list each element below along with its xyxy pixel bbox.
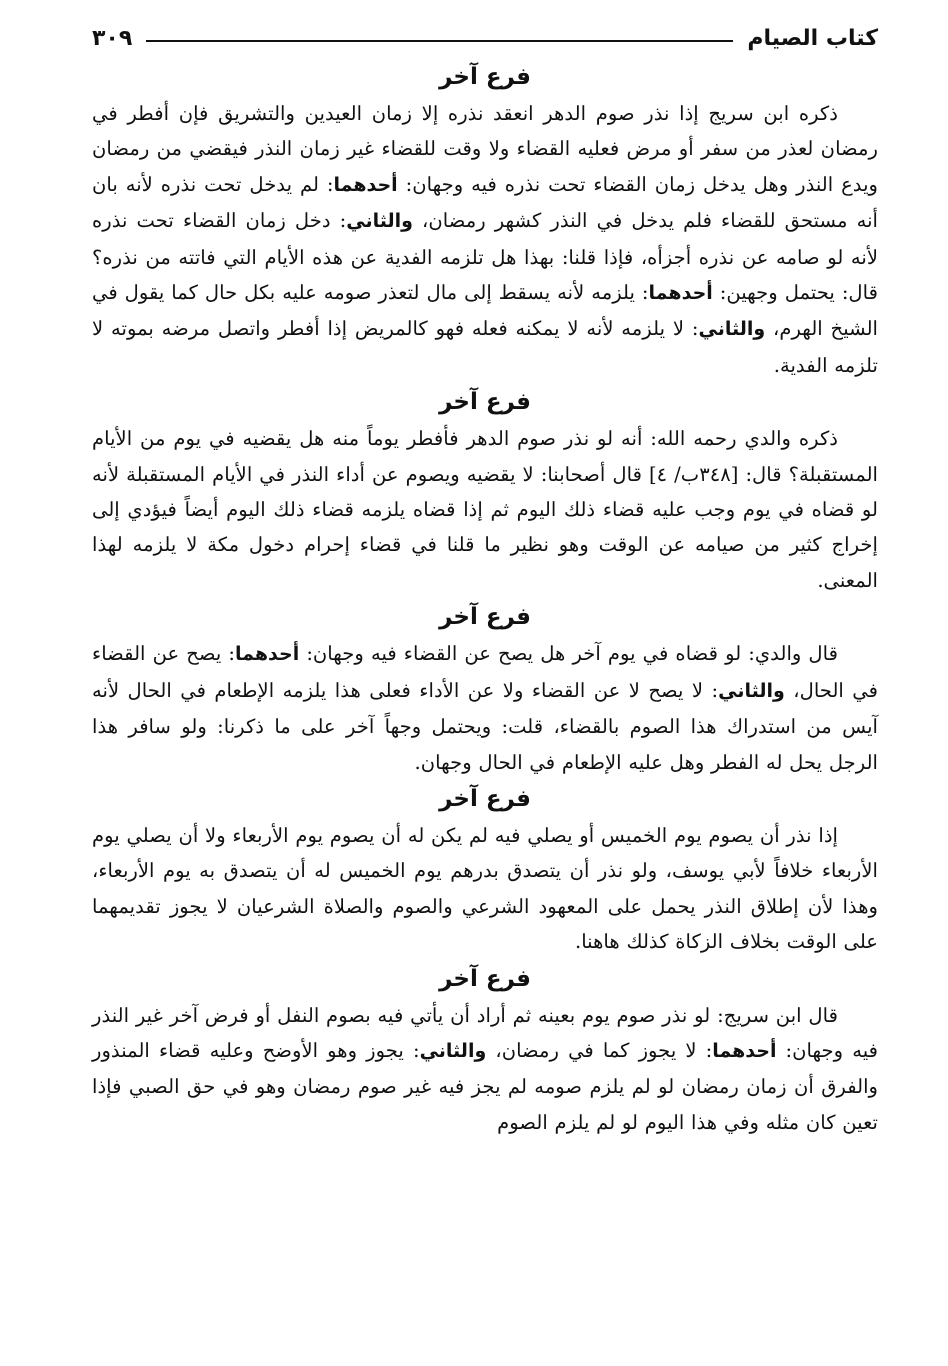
text-run: : يلزمه لأنه يسقط إلى مال لتعذر صومه عليه بكل حال كما يقول في الشيخ الهرم، — [92, 281, 879, 341]
book-page — [92, 18, 878, 1366]
text-run: قال ابن سريج: لو نذر صوم يوم بعينه ثم أراد أن يأتي فيه بصوم النفل أو فرض آخر غير النذر فيه وجهان: — [92, 1003, 878, 1062]
page-body — [92, 58, 878, 1140]
text-run: ذكره ابن سريج إذا نذر صوم الدهر انعقد نذره إلا زمان العيدين والتشريق فإن أفطر في رمضان لعذر من سفر أو مرض فعليه القضاء ولا وقت للقضاء غير زمان النذر فيقضي من رمضان ويدع النذر وهل يدخل زمان القضاء تحت نذره فيه وجهان: — [92, 102, 878, 196]
section-paragraph — [92, 998, 878, 1141]
text-run: : يجوز وهو الأوضح وعليه قضاء المنذور والفرق أن زمان رمضان لو لم يلزم صومه لم يجز فيه غير صوم رمضان وهو في حق الصبي فإذا تعين كان مثله وفي هذا اليوم لو لم يلزم الصوم — [92, 1038, 878, 1134]
section-paragraph — [92, 421, 878, 598]
bold-term: والثاني — [419, 1039, 487, 1062]
text-run: : لا يجوز كما في رمضان، — [486, 1038, 713, 1062]
text-run: إذا نذر أن يصوم يوم الخميس أو يصلي فيه لم يكن له أن يصوم يوم الأربعاء ولا أن يصلي يوم الأربعاء خلافاً لأبي يوسف، ولو نذر أن يتصدق بدرهم يوم الخميس له أن يتصدق به يوم الأربعاء، وهذا لأن إطلاق النذر يحمل على المعهود الشرعي والصوم والصلاة الشرعيان لا يجوز تقديمهما على الوقت بخلاف الزكاة كذلك هاهنا. — [92, 823, 878, 954]
page-number: ٣٠٩ — [92, 25, 133, 51]
header-rule — [146, 40, 733, 42]
text-run: : لا يصح لا عن القضاء ولا عن الأداء فعلى هذا يلزمه الإطعام في الحال لأنه آيس من استدراك هذا الصوم بالقضاء، قلت: ويحتمل وجهاً آخر على ما ذكرنا: ولو سافر هذا الرجل يحل له الفطر وهل عليه الإطعام في الحال وجهان. — [92, 678, 878, 774]
bold-term: أحدهما — [235, 643, 300, 666]
section-heading: فرع آخر — [439, 604, 531, 631]
section-paragraph — [92, 96, 878, 383]
bold-term: والثاني — [346, 210, 413, 233]
text-run: : دخل زمان القضاء تحت نذره لأنه لو صامه عن نذره أجزأه، فإذا قلنا: بهذا هل تلزمه الفدية عن هذه الأيام التي فاتته من نذره؟ قال: يحتمل وجهين: — [92, 209, 878, 305]
chapter-title: كتاب الصيام — [747, 25, 878, 51]
text-run: : لا يلزمه لأنه لا يمكنه فعله فهو كالمريض إذا أفطر واتصل مرضه بموته لا تلزمه الفدية. — [92, 317, 878, 377]
section-paragraph — [92, 818, 878, 960]
text-run: قال والدي: لو قضاه في يوم آخر هل يصح عن القضاء فيه وجهان: — [299, 642, 838, 666]
text-run: ذكره والدي رحمه الله: أنه لو نذر صوم الدهر فأفطر يوماً منه هل يقضيه في يوم من الأيام المستقبلة؟ قال: [٣٤٨ب/ ٤] قال أصحابنا: لا يقضيه ويصوم عن أداء النذر في الأيام المستقبلة لأنه لو قضاه في يوم وجب عليه قضاء ذلك اليوم ثم إذا قضاه يلزمه قضاء ذلك اليوم أيضاً فيؤدي إلى إخراج كثير من صيامه عن الوقت وهو نظير ما قلنا في قضاء إحرام دخول مكة لا يلزمه لهذا المعنى. — [92, 427, 878, 592]
text-run: : لم يدخل تحت نذره لأنه بان أنه مستحق للقضاء فلم يدخل في النذر كشهر رمضان، — [92, 172, 878, 233]
section-heading: فرع آخر — [439, 785, 531, 812]
section-heading: فرع آخر — [439, 389, 531, 416]
bold-term: والثاني — [698, 318, 766, 341]
bold-term: أحدهما — [712, 1039, 777, 1062]
bold-term: أحدهما — [333, 173, 398, 196]
bold-term: أحدهما — [648, 282, 713, 305]
page-header — [92, 18, 878, 58]
bold-term: والثاني — [718, 679, 785, 702]
section-heading: فرع آخر — [439, 965, 531, 992]
text-run: : يصح عن القضاء في الحال، — [92, 642, 878, 702]
section-heading: فرع آخر — [439, 64, 531, 90]
section-paragraph — [92, 636, 878, 780]
